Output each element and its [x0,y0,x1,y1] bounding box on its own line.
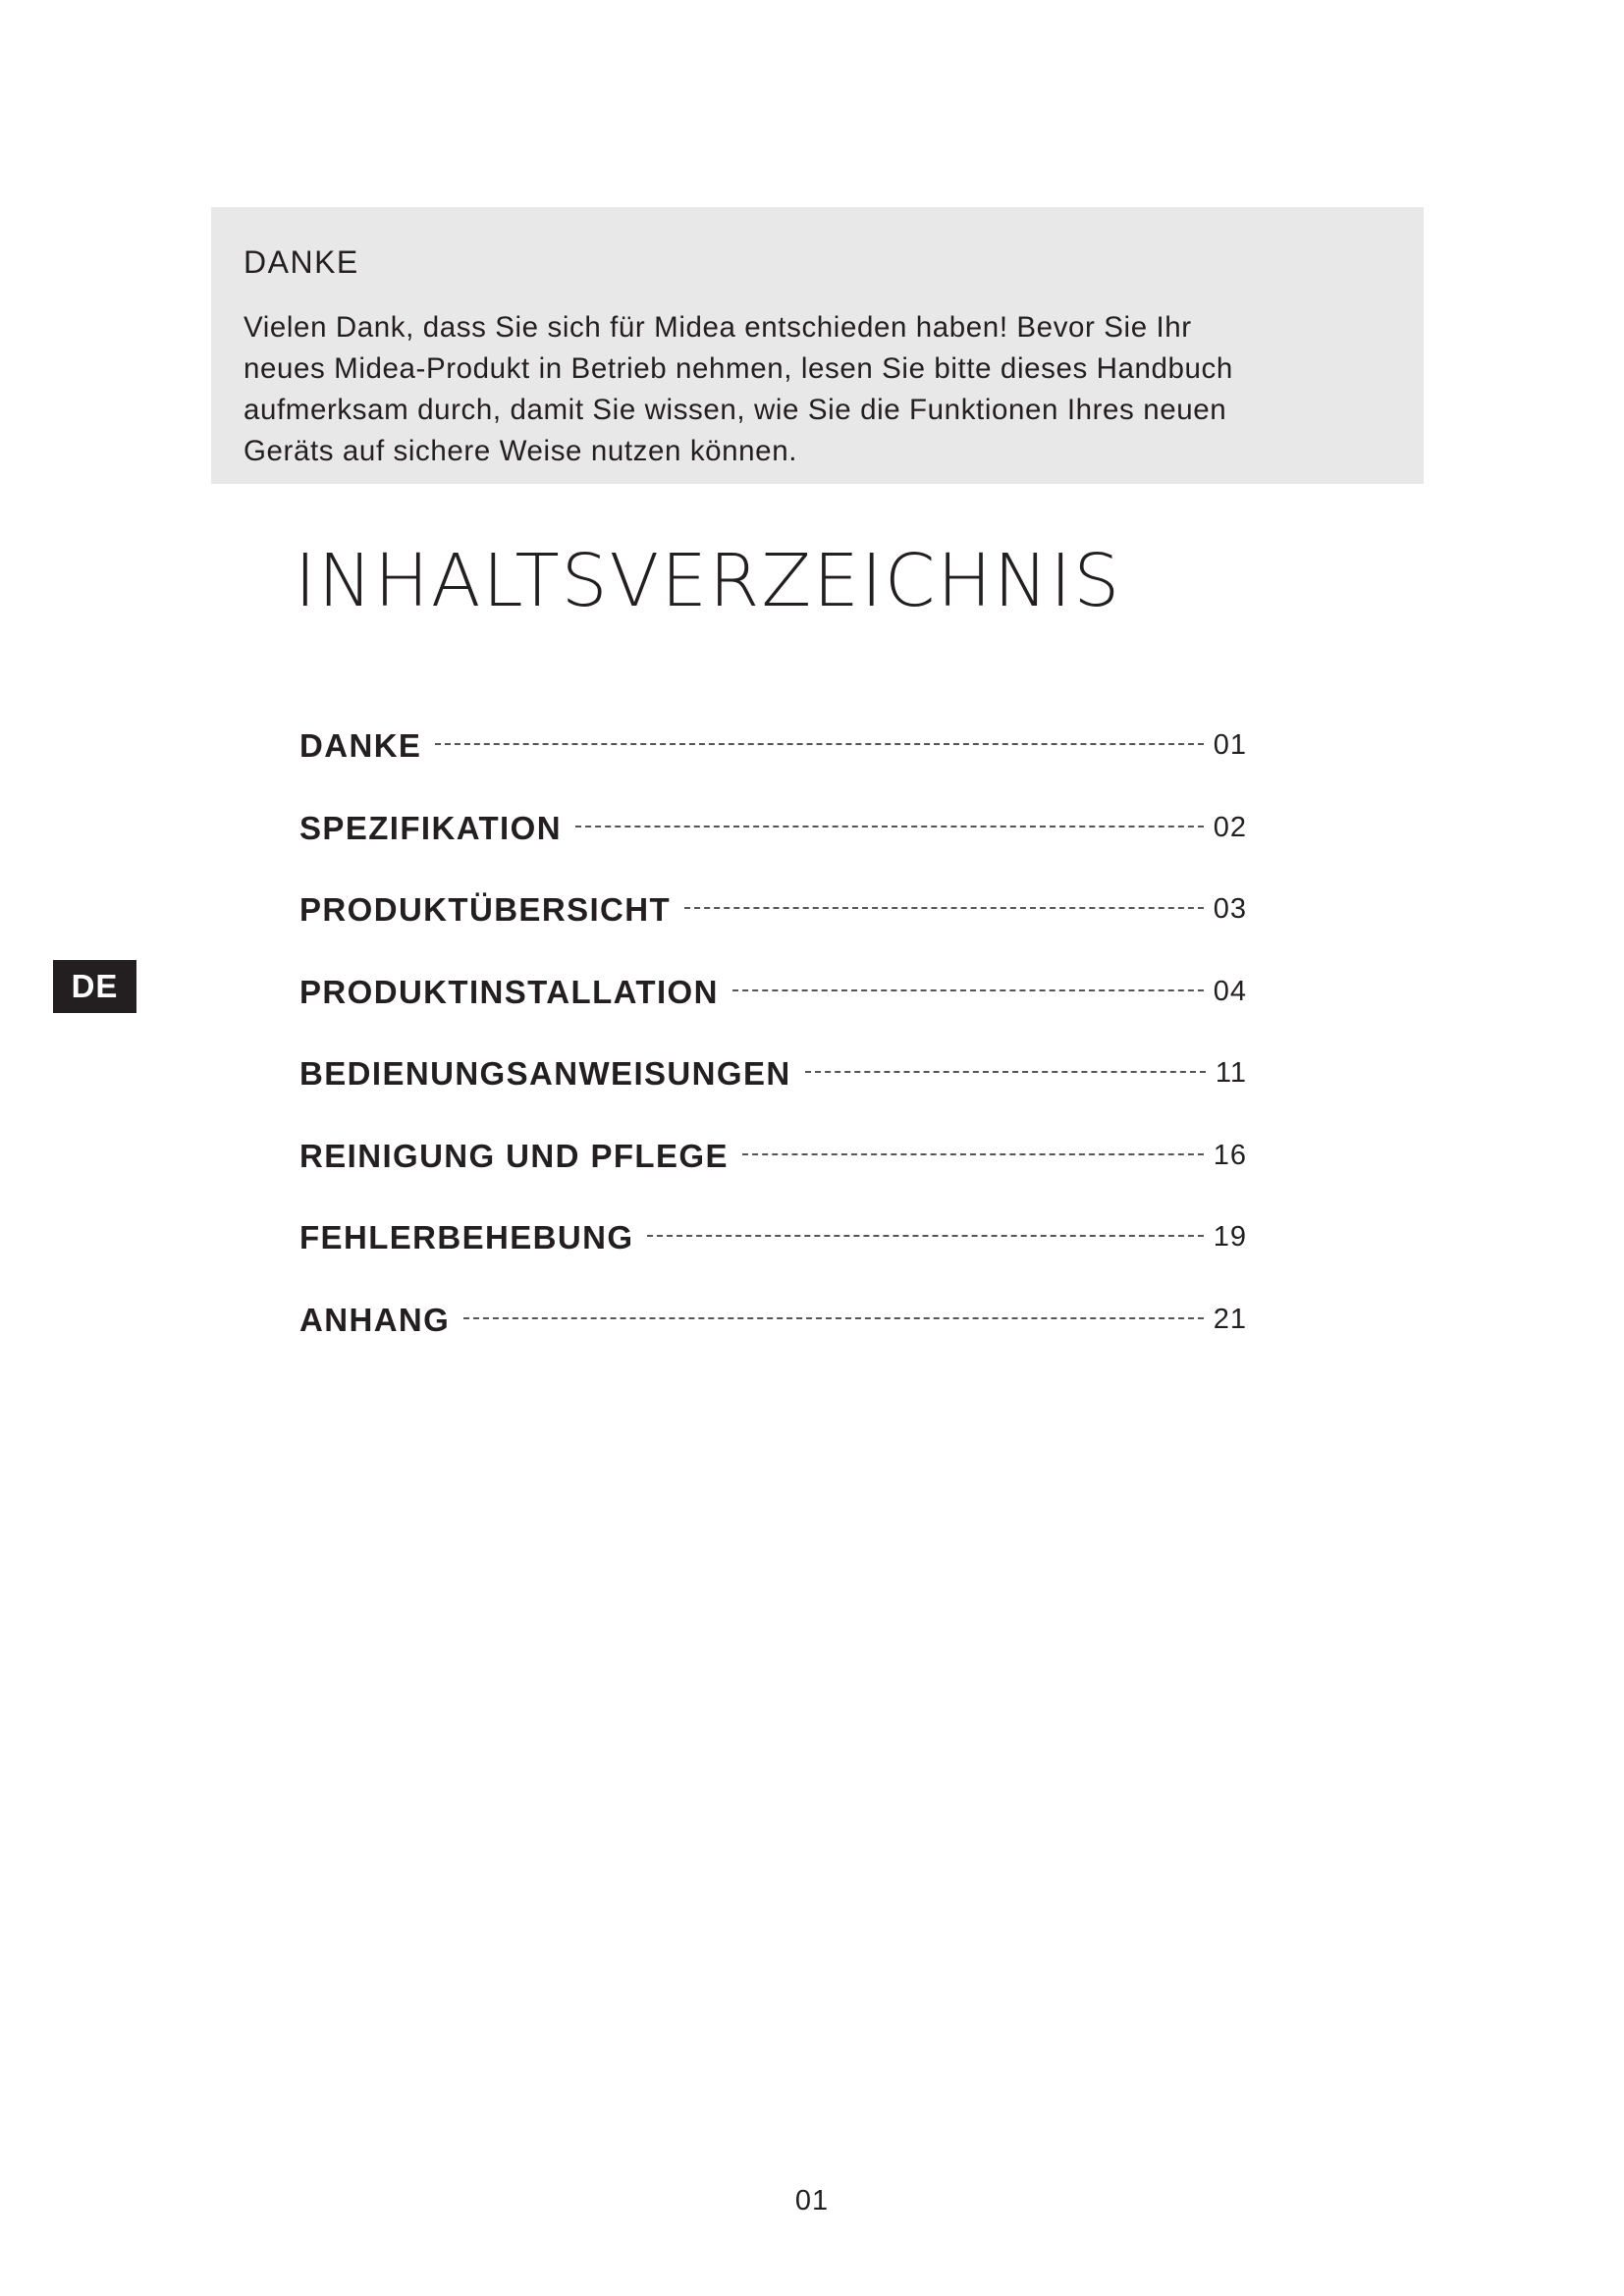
toc-item-anhang[interactable] [299,1291,1247,1373]
toc-dotted-leader [435,717,1203,745]
language-tab: DE [53,960,136,1013]
toc-item-label: DANKE [299,727,422,764]
toc-item-page: 16 [1213,1139,1247,1171]
toc-item-label: REINIGUNG UND PFLEGE [299,1137,729,1174]
toc-item-produktuebersicht[interactable] [299,881,1247,963]
thanks-box [211,207,1424,484]
toc-item-bedienungsanweisungen[interactable] [299,1044,1247,1127]
toc-item-danke[interactable] [299,717,1247,799]
toc-title: INHALTSVERZEICHNIS [295,539,1122,623]
toc-dotted-leader [732,963,1204,991]
toc-dotted-leader [463,1291,1204,1319]
page-number: 01 [794,2185,830,2216]
toc-item-page: 21 [1213,1303,1247,1335]
toc-item-page: 03 [1213,893,1247,925]
toc-item-page: 11 [1215,1057,1247,1089]
toc-item-page: 02 [1213,811,1247,843]
toc-item-spezifikation[interactable] [299,799,1247,881]
toc-item-produktinstallation[interactable] [299,963,1247,1045]
thanks-text: Vielen Dank, dass Sie sich für Midea entschieden haben! Bevor Sie Ihr neues Midea-Produkt in Betrieb nehmen, lesen Sie bitte dieses Handbuch aufmerksam durch, damit Sie wissen, wie Sie die Funktionen Ihres neuen Geräts auf sichere Weise nutzen können. [244,311,1233,467]
toc-item-label: SPEZIFIKATION [299,809,562,846]
toc-item-label: PRODUKTÜBERSICHT [299,891,672,928]
toc-dotted-leader [647,1208,1203,1237]
toc-item-label: ANHANG [299,1301,451,1338]
toc-list [299,717,1247,1372]
toc-dotted-leader [742,1127,1204,1155]
toc-item-reinigung-und-pflege[interactable] [299,1127,1247,1209]
toc-dotted-leader [575,799,1204,828]
toc-item-fehlerbehebung[interactable] [299,1208,1247,1291]
thanks-title: DANKE [244,244,359,280]
toc-dotted-leader [805,1044,1206,1073]
toc-item-page: 01 [1213,729,1247,761]
toc-dotted-leader [684,881,1204,909]
toc-item-page: 19 [1213,1221,1247,1253]
toc-item-label: PRODUKTINSTALLATION [299,973,719,1010]
toc-item-label: BEDIENUNGSANWEISUNGEN [299,1055,791,1092]
toc-item-page: 04 [1213,975,1247,1007]
toc-item-label: FEHLERBEHEBUNG [299,1219,634,1255]
